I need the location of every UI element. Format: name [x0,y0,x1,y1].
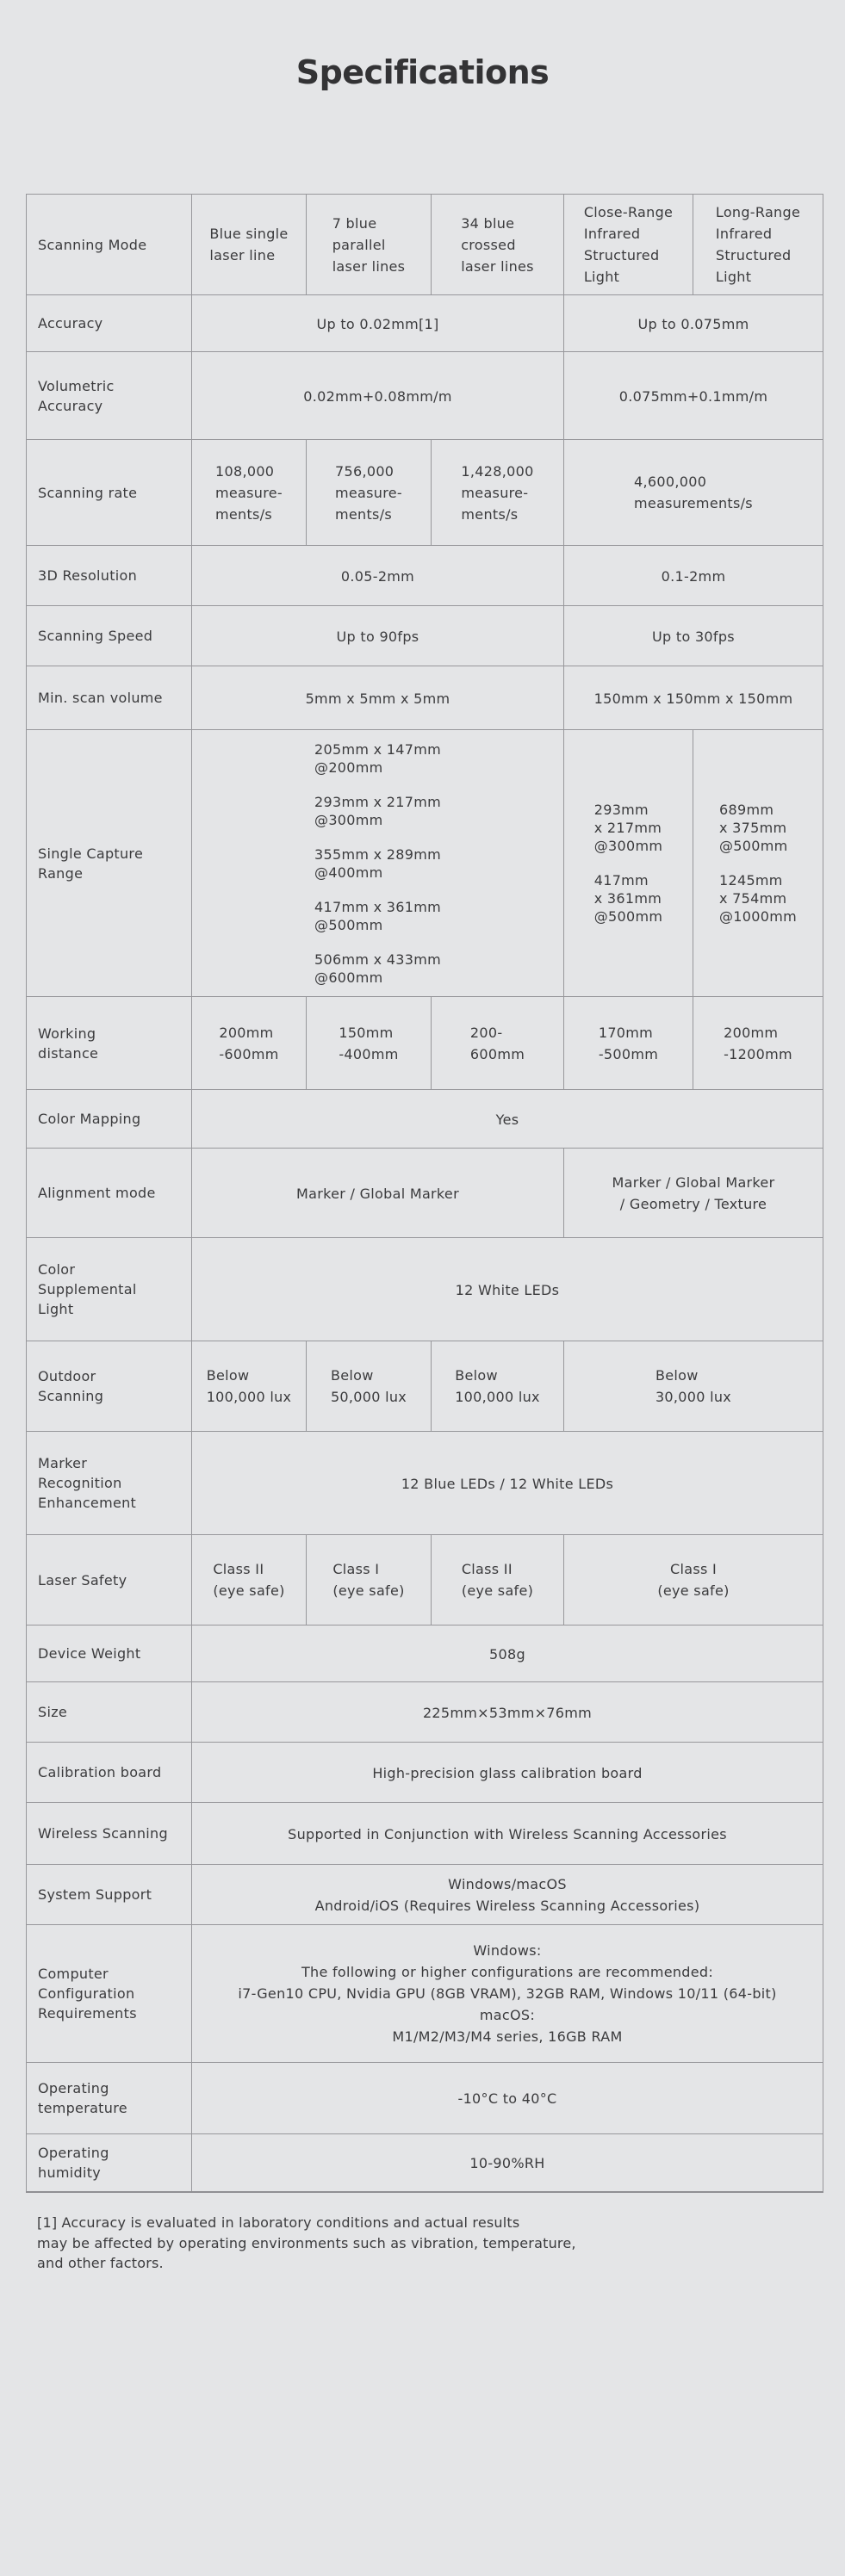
row-label: Size [27,1682,192,1743]
row-label: Operating humidity [27,2134,192,2192]
table-row [27,2134,823,2192]
row-label: Scanning Mode [27,195,192,295]
spec-cell: 508g [192,1625,823,1682]
table-row [27,1341,823,1432]
spec-cell: 12 Blue LEDs / 12 White LEDs [192,1432,823,1535]
table-row [27,1432,823,1535]
spec-cell: 200mm -1200mm [693,997,823,1090]
spec-cell: 150mm -400mm [307,997,432,1090]
spec-cell: Up to 30fps [564,606,823,666]
spec-cell: 200- 600mm [432,997,564,1090]
spec-cell: 10-90%RH [192,2134,823,2192]
spec-cell: Marker / Global Marker / Geometry / Texture [564,1149,823,1238]
table-row [27,1535,823,1625]
row-label: Single Capture Range [27,730,192,997]
spec-cell: 205mm x 147mm @200mm 293mm x 217mm @300mm 355mm x 289mm @400mm 417mm x 361mm @500mm 506mm x 433mm @600mm [192,730,564,997]
specifications-table [26,194,823,2193]
spec-cell: 7 blue parallel laser lines [307,195,432,295]
spec-cell: 225mm×53mm×76mm [192,1682,823,1743]
row-label: Marker Recognition Enhancement [27,1432,192,1535]
row-label: Accuracy [27,295,192,352]
spec-cell: Below 100,000 lux [432,1341,564,1432]
spec-cell: High-precision glass calibration board [192,1743,823,1803]
table-row [27,997,823,1090]
spec-cell: Class I (eye safe) [307,1535,432,1625]
spec-cell: Supported in Conjunction with Wireless Scanning Accessories [192,1803,823,1865]
spec-cell: 200mm -600mm [192,997,307,1090]
row-label: Color Mapping [27,1090,192,1149]
table-row [27,1149,823,1238]
table-row [27,1803,823,1865]
spec-cell: 756,000 measure- ments/s [307,440,432,546]
spec-cell: Class II (eye safe) [432,1535,564,1625]
row-label: Scanning rate [27,440,192,546]
spec-cell: Up to 0.075mm [564,295,823,352]
spec-cell: Marker / Global Marker [192,1149,564,1238]
table-row [27,1925,823,2063]
spec-cell: Long-Range Infrared Structured Light [693,195,823,295]
table-row [27,295,823,352]
spec-cell: 0.05-2mm [192,546,564,606]
spec-cell: 1,428,000 measure- ments/s [432,440,564,546]
spec-cell: 34 blue crossed laser lines [432,195,564,295]
table-row [27,2063,823,2134]
table-row [27,195,823,295]
spec-cell: 170mm -500mm [564,997,693,1090]
spec-cell: Close-Range Infrared Structured Light [564,195,693,295]
row-label: Outdoor Scanning [27,1341,192,1432]
spec-cell: Below 50,000 lux [307,1341,432,1432]
row-label: System Support [27,1865,192,1925]
row-label: Scanning Speed [27,606,192,666]
row-label: Min. scan volume [27,666,192,730]
spec-cell: 4,600,000 measurements/s [564,440,823,546]
spec-cell: Up to 0.02mm[1] [192,295,564,352]
row-label: Wireless Scanning [27,1803,192,1865]
row-label: 3D Resolution [27,546,192,606]
spec-cell: 689mm x 375mm @500mm 1245mm x 754mm @1000mm [693,730,823,997]
spec-cell: Below 30,000 lux [564,1341,823,1432]
spec-cell: Yes [192,1090,823,1149]
table-row [27,730,823,997]
table-row [27,1625,823,1682]
footnote-line: and other factors. [37,2255,164,2271]
spec-cell: 12 White LEDs [192,1238,823,1341]
spec-cell: 108,000 measure- ments/s [192,440,307,546]
spec-cell: 5mm x 5mm x 5mm [192,666,564,730]
row-label: Working distance [27,997,192,1090]
table-row [27,666,823,730]
footnote-line: [1] Accuracy is evaluated in laboratory conditions and actual results [37,2214,520,2231]
table-row [27,1090,823,1149]
spec-cell: Class II (eye safe) [192,1535,307,1625]
table-row [27,1682,823,1743]
row-label: Color Supplemental Light [27,1238,192,1341]
table-row [27,352,823,440]
row-label: Laser Safety [27,1535,192,1625]
table-row [27,440,823,546]
spec-cell: Up to 90fps [192,606,564,666]
spec-cell: -10°C to 40°C [192,2063,823,2134]
table-row [27,1238,823,1341]
spec-cell: Below 100,000 lux [192,1341,307,1432]
spec-cell: Class I (eye safe) [564,1535,823,1625]
table-row [27,1743,823,1803]
spec-cell: 0.02mm+0.08mm/m [192,352,564,440]
row-label: Volumetric Accuracy [27,352,192,440]
page-title: Specifications [295,53,550,91]
footnote-line: may be affected by operating environments such as vibration, temperature, [37,2234,576,2251]
table-row [27,1865,823,1925]
table-row [27,546,823,606]
row-label: Device Weight [27,1625,192,1682]
row-label: Alignment mode [27,1149,192,1238]
spec-cell: 150mm x 150mm x 150mm [564,666,823,730]
spec-cell: Windows/macOS Android/iOS (Requires Wireless Scanning Accessories) [192,1865,823,1925]
spec-cell: 0.075mm+0.1mm/m [564,352,823,440]
row-label: Operating temperature [27,2063,192,2134]
table-row [27,606,823,666]
spec-cell: 0.1-2mm [564,546,823,606]
spec-cell: Windows: The following or higher configurations are recommended: i7-Gen10 CPU, Nvidia GPU (8GB VRAM), 32GB RAM, Windows 10/11 (64-bit) macOS: M1/M2/M3/M4 series, 16GB RAM [192,1925,823,2063]
row-label: Computer Configuration Requirements [27,1925,192,2063]
footnote [37,2213,576,2274]
spec-cell: Blue single laser line [192,195,307,295]
row-label: Calibration board [27,1743,192,1803]
spec-cell: 293mm x 217mm @300mm 417mm x 361mm @500mm [564,730,693,997]
